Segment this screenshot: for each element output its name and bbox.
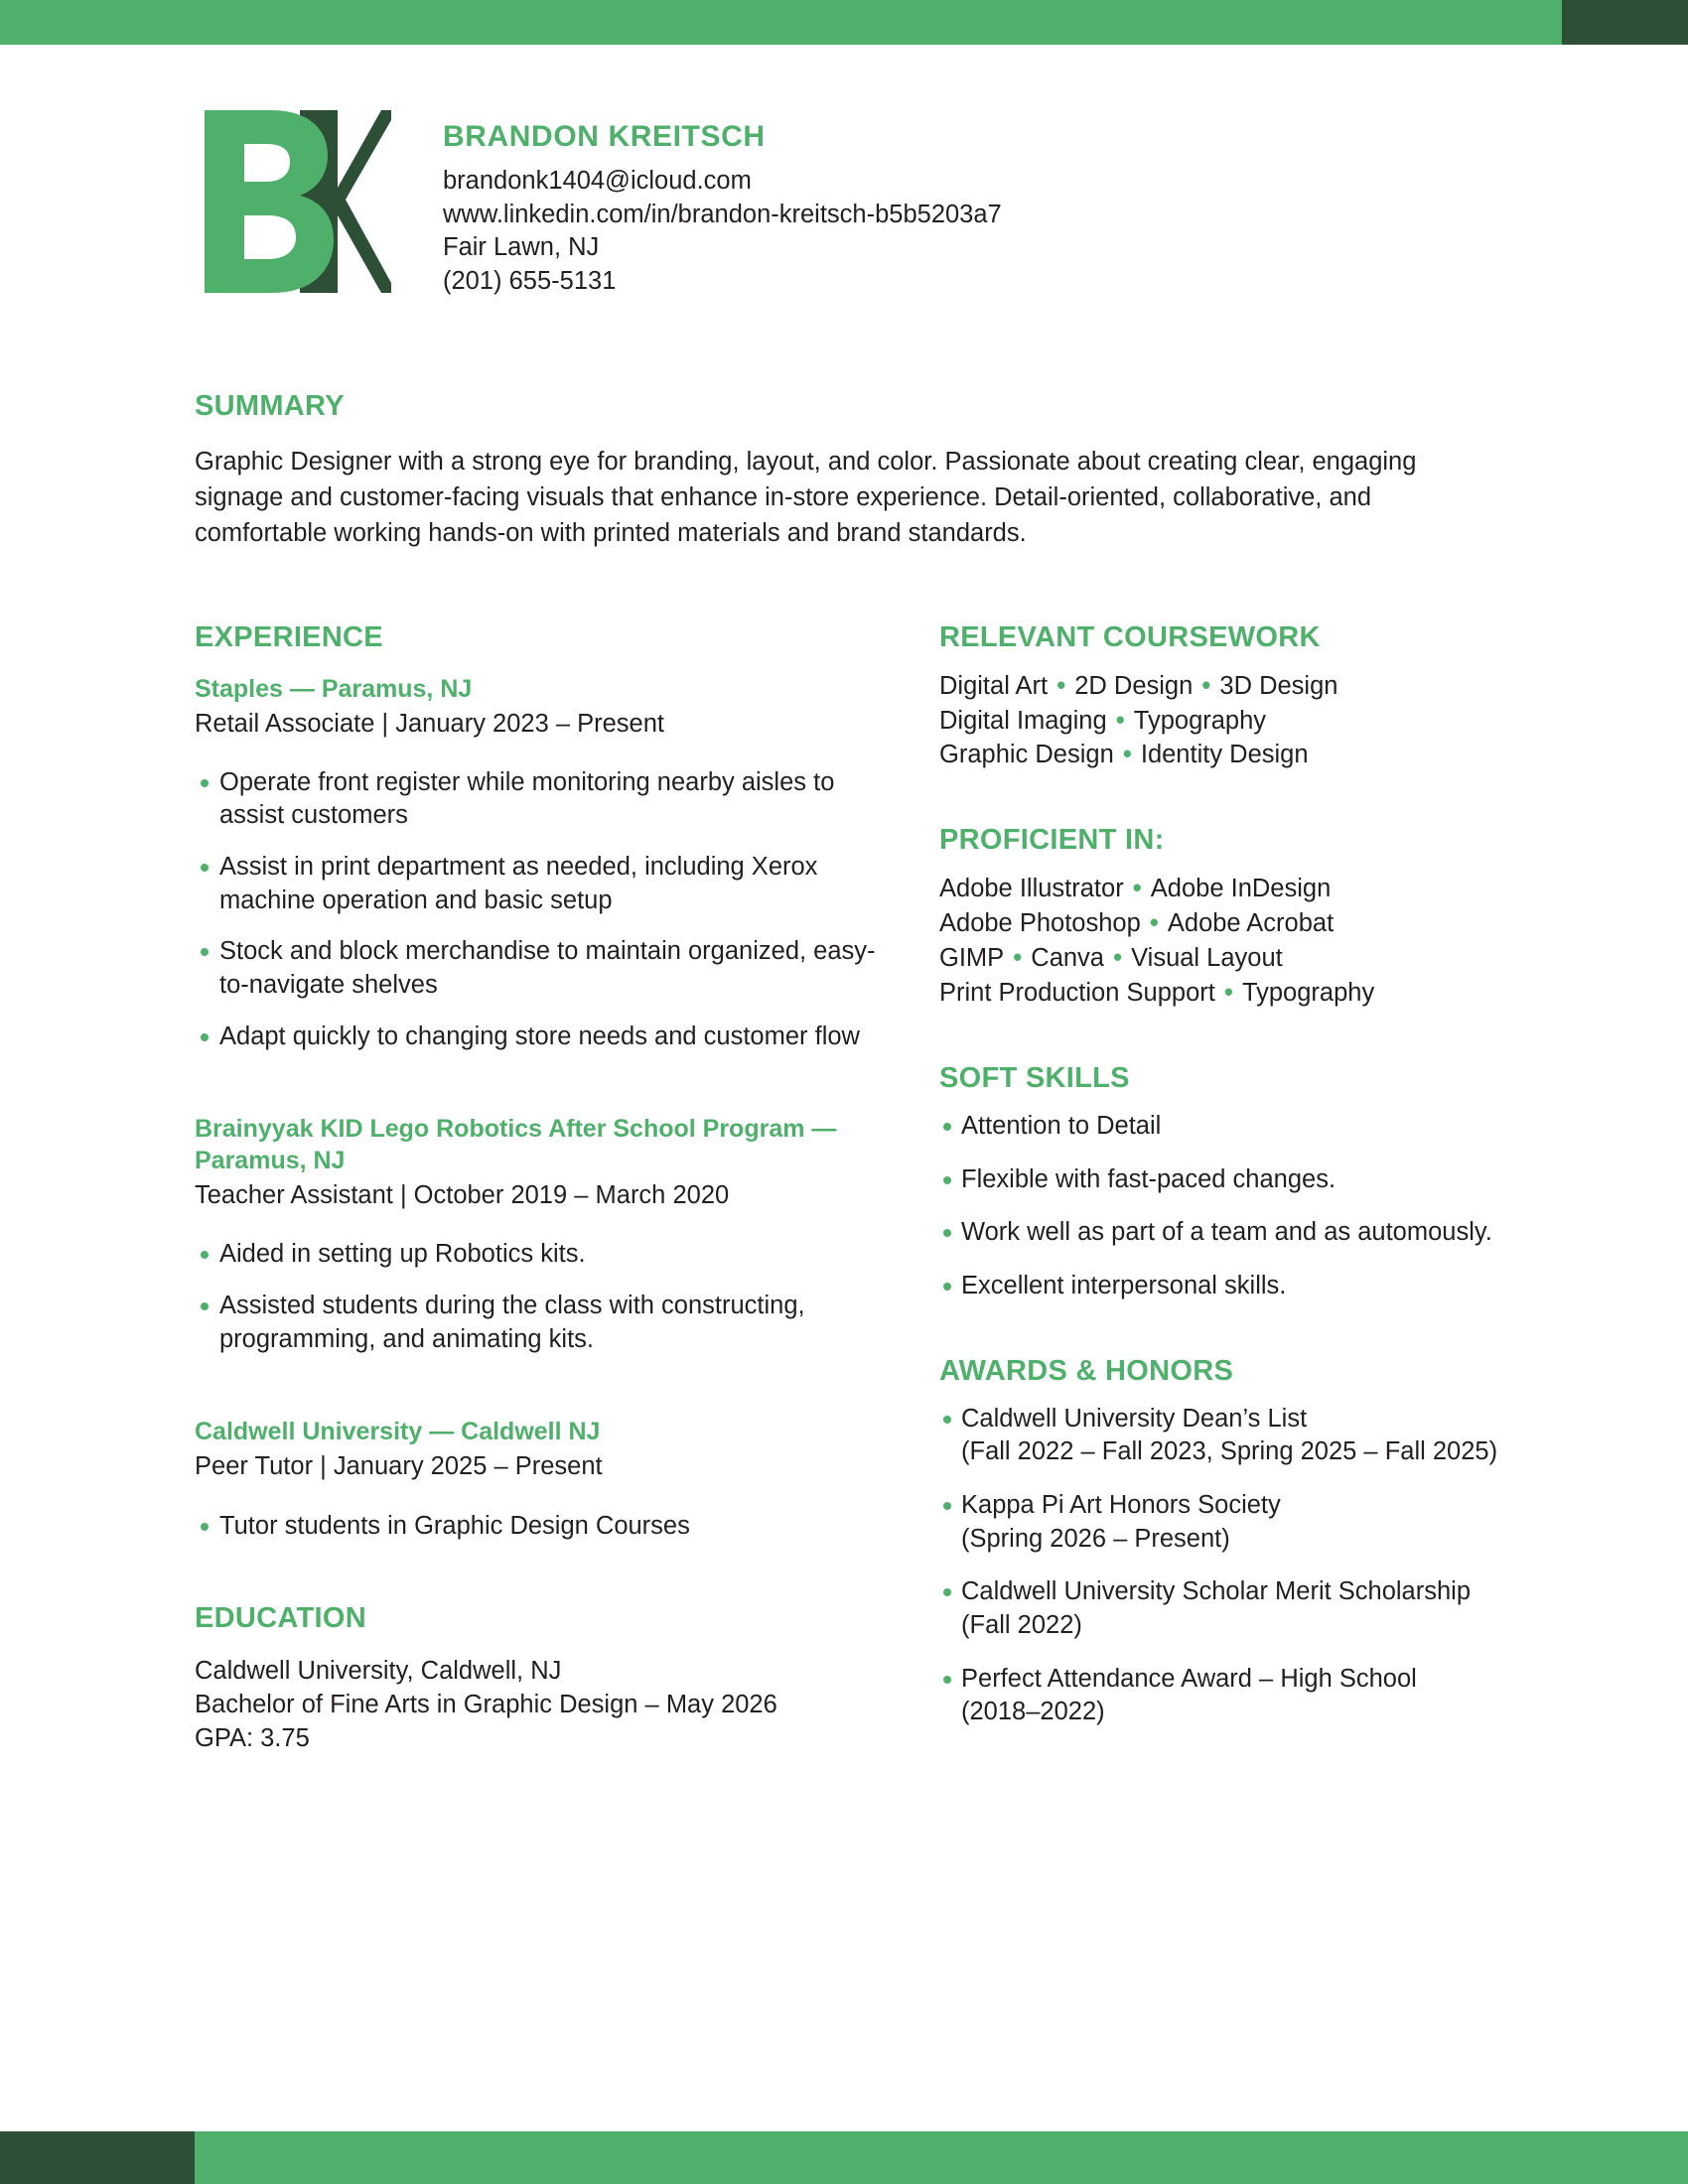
dot-separator-icon: • [1106,944,1130,973]
award-detail: (Fall 2022) [961,1610,1082,1639]
proficient-row [939,872,1555,906]
contact-email: brandonk1404@icloud.com [443,167,752,195]
inline-list-item: Print Production Support [939,979,1215,1008]
inline-list-item: 2D Design [1074,671,1194,700]
inline-list-item: Adobe Acrobat [1167,909,1335,938]
list-item: Operate front register while monitoring nearby aisles to assist customers [195,766,890,833]
contact-linkedin[interactable]: www.linkedin.com/in/brandon-kreitsch-b5b5203a7 [443,200,1002,228]
list-item: Flexible with fast-paced changes. [939,1163,1555,1197]
body-columns [195,620,1504,1756]
inline-list-item: Canva [1031,944,1104,973]
coursework-section [939,620,1555,773]
list-item: Attention to Detail [939,1110,1555,1144]
list-item [939,1575,1555,1642]
dot-separator-icon: • [1142,909,1166,938]
award-name: Caldwell University Scholar Merit Scholarship [961,1577,1472,1606]
experience-list [195,673,890,1544]
inline-list-item: Typography [1241,979,1375,1008]
experience-organization: Caldwell University — Caldwell NJ [195,1418,601,1446]
right-column [939,620,1555,1756]
dot-separator-icon: • [1006,944,1030,973]
awards-heading: AWARDS & HONORS [939,1354,1234,1387]
coursework-heading: RELEVANT COURSEWORK [939,620,1321,653]
contact-location: Fair Lawn, NJ [443,233,600,262]
proficient-section [939,826,1555,1011]
inline-list-item: Visual Layout [1131,944,1283,973]
inline-list-item: Adobe InDesign [1150,875,1332,903]
list-item [939,1403,1555,1469]
list-item: Adapt quickly to changing store needs and customer flow [195,1021,890,1054]
dot-separator-icon: • [1108,706,1132,735]
education-section [195,1604,890,1756]
awards-list [939,1403,1555,1729]
experience-entry [195,673,890,1054]
experience-entry [195,1416,890,1543]
coursework-row [939,738,1555,772]
experience-role-dates: Teacher Assistant | October 2019 – March 2020 [195,1181,730,1210]
list-item: Assist in print department as needed, including Xerox machine operation and basic setup [195,851,890,917]
award-detail: (Fall 2022 – Fall 2023, Spring 2025 – Fall 2025) [961,1437,1498,1466]
award-detail: (2018–2022) [961,1698,1105,1726]
proficient-heading: PROFICIENT IN: [939,824,1165,857]
soft-skills-section [939,1064,1555,1303]
award-name: Perfect Attendance Award – High School [961,1664,1417,1693]
inline-list-item: Identity Design [1140,741,1309,769]
page-title: BRANDON KREITSCH [443,120,766,153]
award-name: Kappa Pi Art Honors Society [961,1491,1281,1519]
bottom-decorative-bar [0,2131,1688,2184]
top-decorative-bar [0,0,1688,45]
left-column [195,620,890,1756]
inline-list-item: Typography [1133,706,1267,735]
header-contact-block [443,102,1002,299]
soft-skills-list [939,1110,1555,1303]
list-item: Stock and block merchandise to maintain organized, easy-to-navigate shelves [195,935,890,1002]
monogram-svg [197,102,391,301]
inline-list-item: Adobe Photoshop [939,909,1141,938]
top-bar-light-segment [0,0,1562,45]
inline-list-item: 3D Design [1219,671,1338,700]
list-item: Assisted students during the class with constructing, programming, and animating kits. [195,1290,890,1356]
top-bar-dark-segment [1562,0,1688,45]
list-item: Excellent interpersonal skills. [939,1270,1555,1303]
dot-separator-icon: • [1195,671,1218,700]
education-line: Caldwell University, Caldwell, NJ [195,1657,562,1686]
inline-list-item: Graphic Design [939,741,1114,769]
experience-role-dates: Retail Associate | January 2023 – Present [195,709,664,738]
education-line: GPA: 3.75 [195,1724,310,1753]
award-detail: (Spring 2026 – Present) [961,1524,1230,1553]
experience-bullet-list [195,1510,890,1544]
experience-entry [195,1113,890,1356]
list-item: Aided in setting up Robotics kits. [195,1238,890,1272]
soft-skills-heading: SOFT SKILLS [939,1062,1130,1095]
bottom-bar-light-segment [195,2131,1688,2184]
experience-organization: Staples — Paramus, NJ [195,674,473,703]
bk-monogram-logo [197,102,391,301]
dot-separator-icon: • [1115,741,1139,769]
dot-separator-icon: • [1050,671,1073,700]
list-item [939,1663,1555,1729]
proficient-row [939,941,1555,976]
inline-list-item: Digital Art [939,671,1049,700]
spacer [195,1057,890,1113]
coursework-row [939,669,1555,704]
proficient-list [939,872,1555,1011]
education-lines [195,1655,890,1756]
awards-section [939,1354,1555,1729]
summary-heading: SUMMARY [195,390,345,422]
coursework-row [939,704,1555,739]
proficient-row [939,906,1555,941]
inline-list-item: Adobe Illustrator [939,875,1124,903]
resume-page [0,45,1688,2131]
experience-bullet-list [195,766,890,1054]
coursework-list [939,669,1555,773]
dot-separator-icon: • [1125,875,1149,903]
contact-phone: (201) 655-5131 [443,266,617,295]
list-item: Tutor students in Graphic Design Courses [195,1510,890,1544]
list-item: Work well as part of a team and as automously. [939,1216,1555,1250]
education-line: Bachelor of Fine Arts in Graphic Design – May 2026 [195,1691,777,1719]
experience-role-dates: Peer Tutor | January 2025 – Present [195,1452,603,1481]
resume-header [195,45,1504,301]
proficient-row [939,976,1555,1011]
education-heading: EDUCATION [195,1602,366,1635]
dot-separator-icon: • [1216,979,1240,1008]
bottom-bar-dark-segment [0,2131,195,2184]
list-item [939,1489,1555,1556]
experience-heading: EXPERIENCE [195,620,383,653]
summary-body: Graphic Designer with a strong eye for branding, layout, and color. Passionate about creating clear, engaging signage and customer-facing visuals that enhance in-store experience. Detail-oriented, collaborative, and comfortable working hands-on with printed materials and brand standards. [195,448,1417,548]
award-name: Caldwell University Dean’s List [961,1404,1308,1433]
summary-section [195,392,1504,552]
experience-organization: Brainyyak KID Lego Robotics After School Program — Paramus, NJ [195,1115,837,1175]
inline-list-item: Digital Imaging [939,706,1107,735]
inline-list-item: GIMP [939,944,1005,973]
spacer [195,1360,890,1416]
experience-bullet-list [195,1238,890,1356]
